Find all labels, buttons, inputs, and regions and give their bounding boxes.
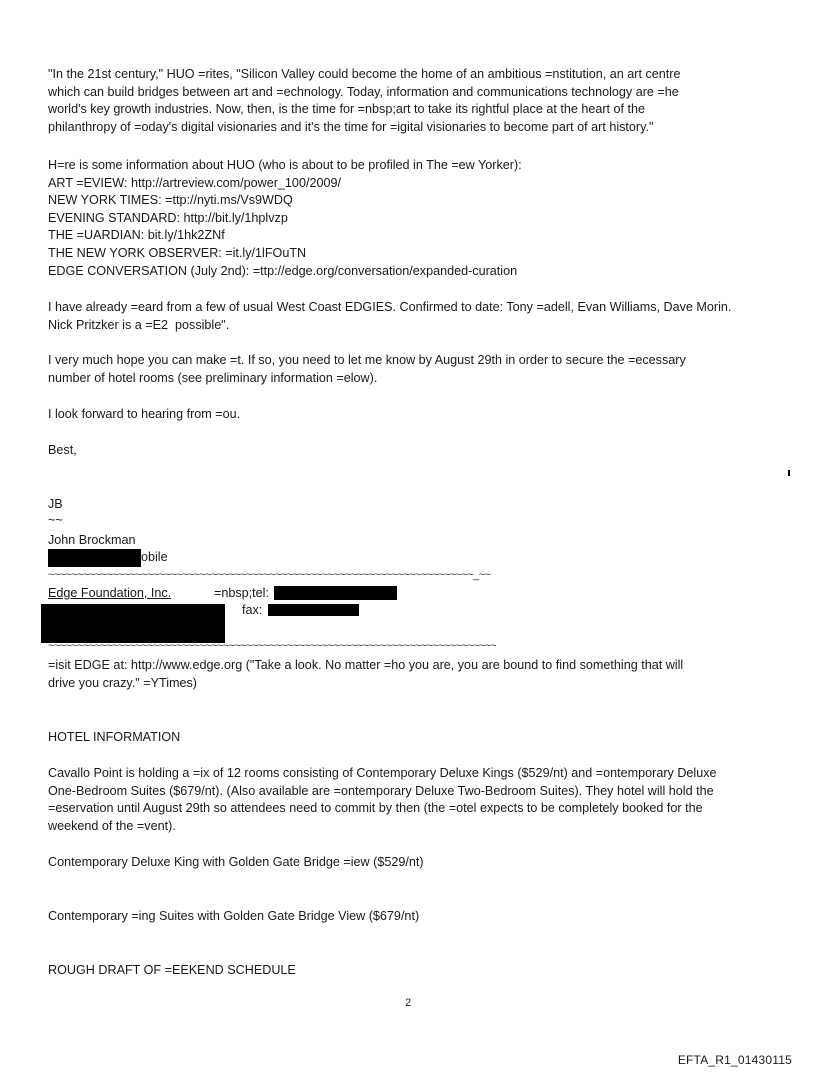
tilde-rule: ~~~~~~~~~~~~~~~~~~~~~~~~~~~~~~~~~~~~~~~~~~~~~~~~~~~~~~~~~~~~~~~~~~~~~~~~~_~~: [48, 570, 491, 581]
visit-edge-paragraph: [48, 657, 778, 692]
margin-mark: [788, 470, 790, 476]
link-line[interactable]: EDGE CONVERSATION (July 2nd): =ttp://edge.org/conversation/expanded-curation: [48, 263, 518, 278]
confirmed-paragraph: [48, 299, 778, 334]
text-line: =eservation until August 29th so attendees need to commit by then (the =otel expects to be completely booked for the: [48, 801, 703, 816]
room-suite-line: Contemporary =ing Suites with Golden Gate Bridge View ($679/nt): [48, 909, 420, 923]
room-king-line: Contemporary Deluxe King with Golden Gate Bridge =iew ($529/nt): [48, 855, 424, 869]
redaction-box: [41, 604, 225, 643]
text-line: I very much hope you can make =t. If so, you need to let me know by August 29th in order to secure the =ecessary: [48, 353, 686, 367]
link-line[interactable]: THE =UARDIAN: bit.ly/1hk2ZNf: [48, 228, 225, 243]
org-name: Edge Foundation, Inc.: [48, 586, 172, 600]
document-id: EFTA_R1_01430115: [677, 1053, 792, 1067]
link-line[interactable]: EVENING STANDARD: http://bit.ly/1hplvzp: [48, 210, 288, 225]
mobile-label: obile: [141, 550, 168, 564]
text-line: Nick Pritzker is a =E2 possible".: [48, 317, 230, 332]
text-line: philanthropy of =oday's digital visionaries and it's the time for =igital visionaries to become part of art history.": [48, 119, 654, 134]
text-line: number of hotel rooms (see preliminary information =elow).: [48, 370, 378, 385]
link-line[interactable]: NEW YORK TIMES: =ttp://nyti.ms/Vs9WDQ: [48, 193, 293, 208]
text-line: weekend of the =vent).: [48, 818, 176, 833]
redaction-box: [274, 586, 397, 600]
schedule-heading: ROUGH DRAFT OF =EEKEND SCHEDULE: [48, 963, 296, 977]
info-intro: H=re is some information about HUO (who is about to be profiled in The =ew Yorker):: [48, 158, 522, 172]
huo-info-list: [48, 157, 778, 280]
link-line[interactable]: THE NEW YORK OBSERVER: =it.ly/1lFOuTN: [48, 245, 307, 260]
tel-label: =nbsp;tel:: [214, 586, 269, 600]
text-line: drive you crazy." =YTimes): [48, 675, 197, 690]
text-line: "In the 21st century," HUO =rites, "Silicon Valley could become the home of an ambitious =nstitution, an art centre: [48, 67, 681, 81]
tilde-rule: ~~~~~~~~~~~~~~~~~~~~~~~~~~~~~~~~~~~~~~~~~~~~~~~~~~~~~~~~~~~~~~~~~~~~~~~~~~~~~: [48, 641, 496, 652]
look-forward-line: I look forward to hearing from =ou.: [48, 407, 241, 421]
hope-paragraph: [48, 352, 778, 387]
text-line: world's key growth industries. Now, then, is the time for =nbsp;art to take its rightful place at the heart of the: [48, 102, 646, 117]
text-line: =isit EDGE at: http://www.edge.org ("Take a look. No matter =ho you are, you are bound to find something that will: [48, 658, 684, 672]
fax-label: fax:: [242, 603, 263, 617]
redaction-box: [268, 604, 359, 616]
hotel-heading: HOTEL INFORMATION: [48, 730, 181, 744]
text-line: Cavallo Point is holding a =ix of 12 rooms consisting of Contemporary Deluxe Kings ($529/nt) and =ontemporary Deluxe: [48, 766, 717, 780]
initials: JB: [48, 497, 63, 511]
signature-name: John Brockman: [48, 533, 136, 547]
text-line: One-Bedroom Suites ($679/nt). (Also available are =ontemporary Deluxe Two-Bedroom Suites). They hotel will hold the: [48, 783, 714, 798]
quote-paragraph: [48, 66, 778, 136]
link-line[interactable]: ART =EVIEW: http://artreview.com/power_100/2009/: [48, 175, 341, 190]
redaction-box: [48, 549, 141, 567]
hotel-paragraph: [48, 765, 778, 835]
closing-line: Best,: [48, 443, 77, 457]
page-number: 2: [404, 997, 412, 1009]
text-line: I have already =eard from a few of usual West Coast EDGIES. Confirmed to date: Tony =adell, Evan Williams, Dave Morin.: [48, 300, 732, 314]
text-line: which can build bridges between art and =echnology. Today, information and communications technology are =he: [48, 84, 679, 99]
tilde-divider: ~~: [48, 513, 63, 527]
